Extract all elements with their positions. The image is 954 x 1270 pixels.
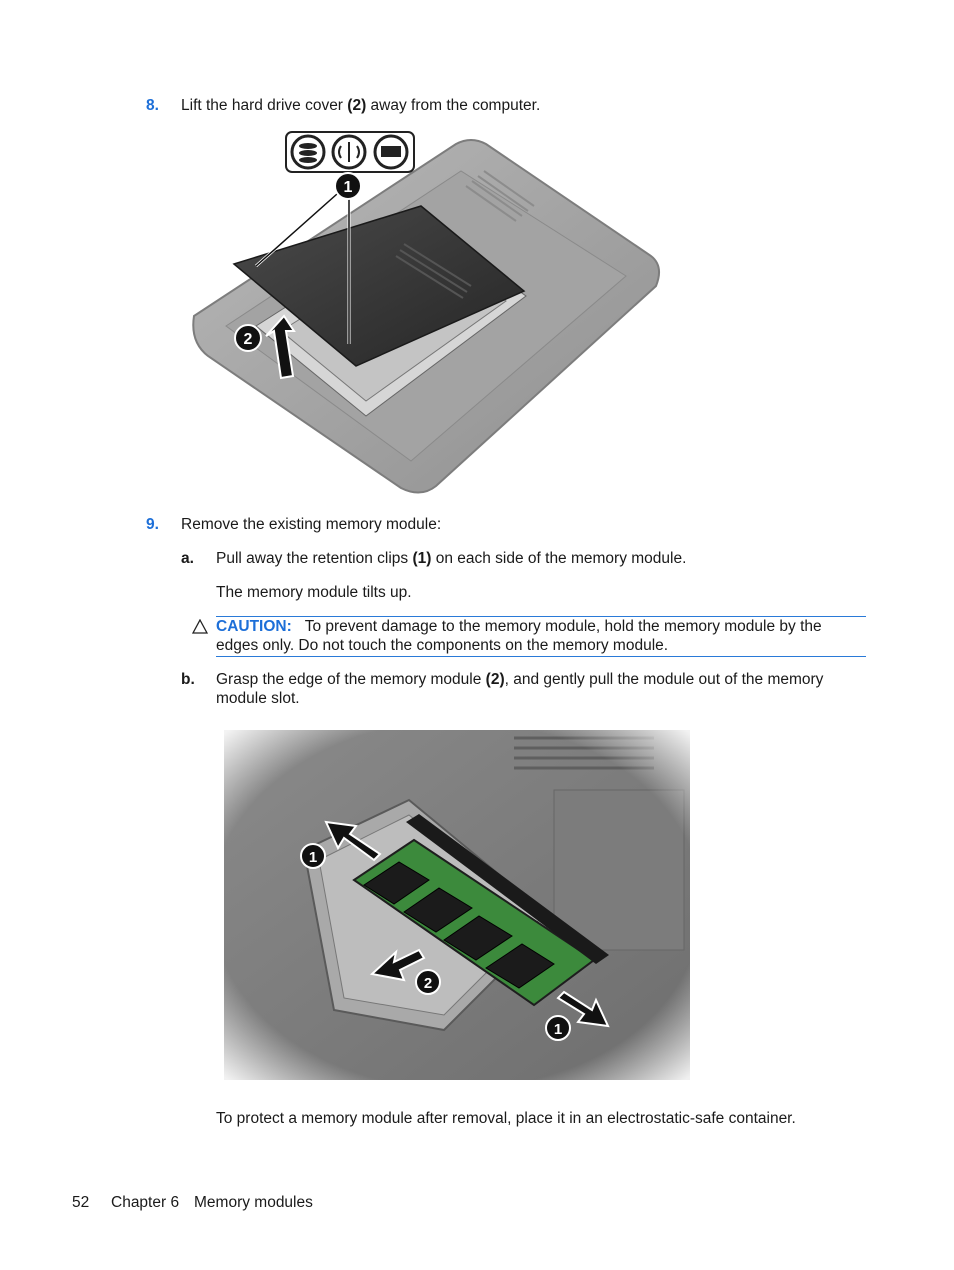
sub-step-a-note: The memory module tilts up. [216, 584, 412, 601]
sub-step-b-line-2: module slot. [216, 690, 300, 707]
closing-note: To protect a memory module after removal, place it in an electrostatic-safe container. [216, 1110, 796, 1127]
footer-page-number: 52 [72, 1194, 90, 1211]
memory-module-removal-illustration [224, 730, 690, 1080]
sub-step-a-letter: a. [181, 550, 194, 567]
sub-step-a-pre: Pull away the retention clips [216, 550, 413, 567]
caution-label: CAUTION: [216, 618, 292, 635]
footer-chapter: Chapter 6 [111, 1194, 180, 1211]
footer-title: Memory modules [194, 1194, 313, 1211]
callout-1-label: 1 [343, 179, 353, 196]
sub-step-a-callout-ref: (1) [412, 550, 432, 567]
caution-text-1: To prevent damage to the memory module, hold the memory module by the [304, 618, 822, 635]
sub-step-a-post: on each side of the memory module. [431, 550, 687, 567]
caution-line-2: edges only. Do not touch the components on the memory module. [216, 637, 669, 654]
step-8-text [181, 96, 540, 115]
step-8-callout-ref: (2) [347, 97, 367, 114]
step-9-text: Remove the existing memory module: [181, 516, 442, 533]
step-8-text-post: away from the computer. [366, 97, 541, 114]
callout-2-label: 2 [243, 331, 253, 348]
caution-line-1 [216, 617, 822, 636]
step-8-number: 8. [146, 97, 159, 114]
step-9-number: 9. [146, 516, 159, 533]
drive-wireless-memory-icons [286, 132, 414, 172]
caution-triangle-icon [192, 619, 208, 634]
step-8-text-pre: Lift the hard drive cover [181, 97, 348, 114]
sub-step-b-pre: Grasp the edge of the memory module [216, 671, 486, 688]
sub-step-b-letter: b. [181, 671, 195, 688]
sub-step-b-text [216, 670, 823, 689]
sub-step-a-text [216, 549, 686, 568]
sub-step-b-post: , and gently pull the module out of the memory [504, 671, 824, 688]
sub-step-b-callout-ref: (2) [485, 671, 505, 688]
hard-drive-cover-illustration [186, 126, 666, 498]
